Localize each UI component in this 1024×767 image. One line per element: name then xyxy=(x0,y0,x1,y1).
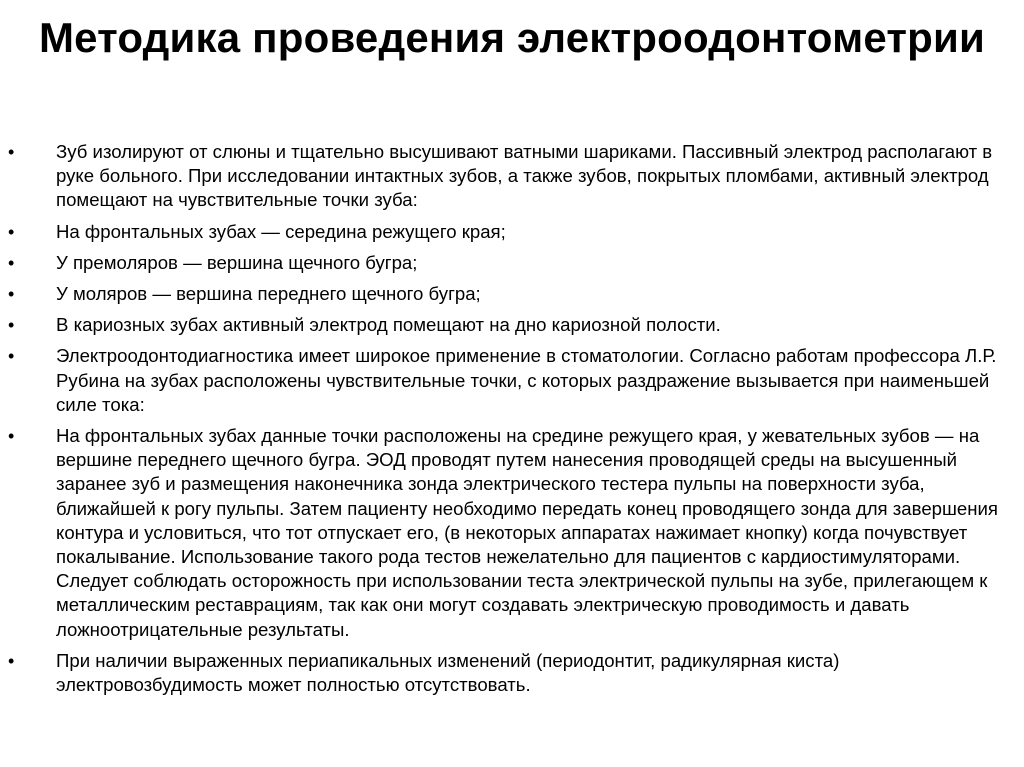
bullet-marker: • xyxy=(8,346,15,367)
bullet-text: Электроодонтодиагностика имеет широкое применение в стоматологии. Согласно работам профессора Л.Р. Рубина на зубах расположены чувствительные точки, с которых раздражение вызывается при наименьшей силе тока: xyxy=(56,345,997,415)
bullet-text: В кариозных зубах активный электрод помещают на дно кариозной полости. xyxy=(56,314,721,336)
bullet-item xyxy=(0,649,1024,697)
bullet-list xyxy=(0,140,1024,704)
bullet-item xyxy=(0,140,1024,213)
slide-title: Методика проведения электроодонтометрии xyxy=(38,14,986,61)
bullet-marker: • xyxy=(8,284,15,305)
bullet-text: У моляров — вершина переднего щечного бугра; xyxy=(56,283,481,305)
bullet-item xyxy=(0,344,1024,417)
bullet-marker: • xyxy=(8,221,15,242)
bullet-text: На фронтальных зубах данные точки расположены на средине режущего края, у жевательных зубов — на вершине переднего щечного бугра. ЭОД проводят путем нанесения проводящей среды на высушенный заранее зуб и размещения наконечника зонда электрического тестера пульпы на поверхности зуба, ближайшей к рогу пульпы. Затем пациенту необходимо передать конец проводящего зонда для завершения контура и условиться, что тот отпускает его, (в некоторых аппаратах нажимает кнопку) когда почувствует покалывание. Использование такого рода тестов нежелательно для пациентов с кардиостимуляторами. Следует соблюдать осторожность при использовании теста электрической пульпы на зубе, прилегающем к металлическим реставрациям, так как они могут создавать электрическую проводимость и давать ложноотрицательные результаты. xyxy=(56,425,998,640)
bullet-text: На фронтальных зубах — середина режущего края; xyxy=(56,220,506,242)
bullet-marker: • xyxy=(8,426,15,447)
bullet-marker: • xyxy=(8,252,15,273)
bullet-item xyxy=(0,313,1024,337)
bullet-item xyxy=(0,424,1024,642)
bullet-marker: • xyxy=(8,142,15,162)
bullet-item xyxy=(0,282,1024,306)
bullet-text: Зуб изолируют от слюны и тщательно высушивают ватными шариками. Пассивный электрод располагают в руке больного. При исследовании интактных зубов, а также зубов, покрытых пломбами, активный электрод помещают на чувствительные точки зуба: xyxy=(56,141,993,211)
bullet-text: При наличии выраженных периапикальных изменений (периодонтит, радикулярная киста) электровозбудимость может полностью отсутствовать. xyxy=(56,649,840,696)
bullet-marker: • xyxy=(8,315,15,336)
bullet-marker: • xyxy=(8,650,15,671)
bullet-item xyxy=(0,220,1024,244)
bullet-text: У премоляров — вершина щечного бугра; xyxy=(56,251,418,273)
bullet-item xyxy=(0,251,1024,275)
